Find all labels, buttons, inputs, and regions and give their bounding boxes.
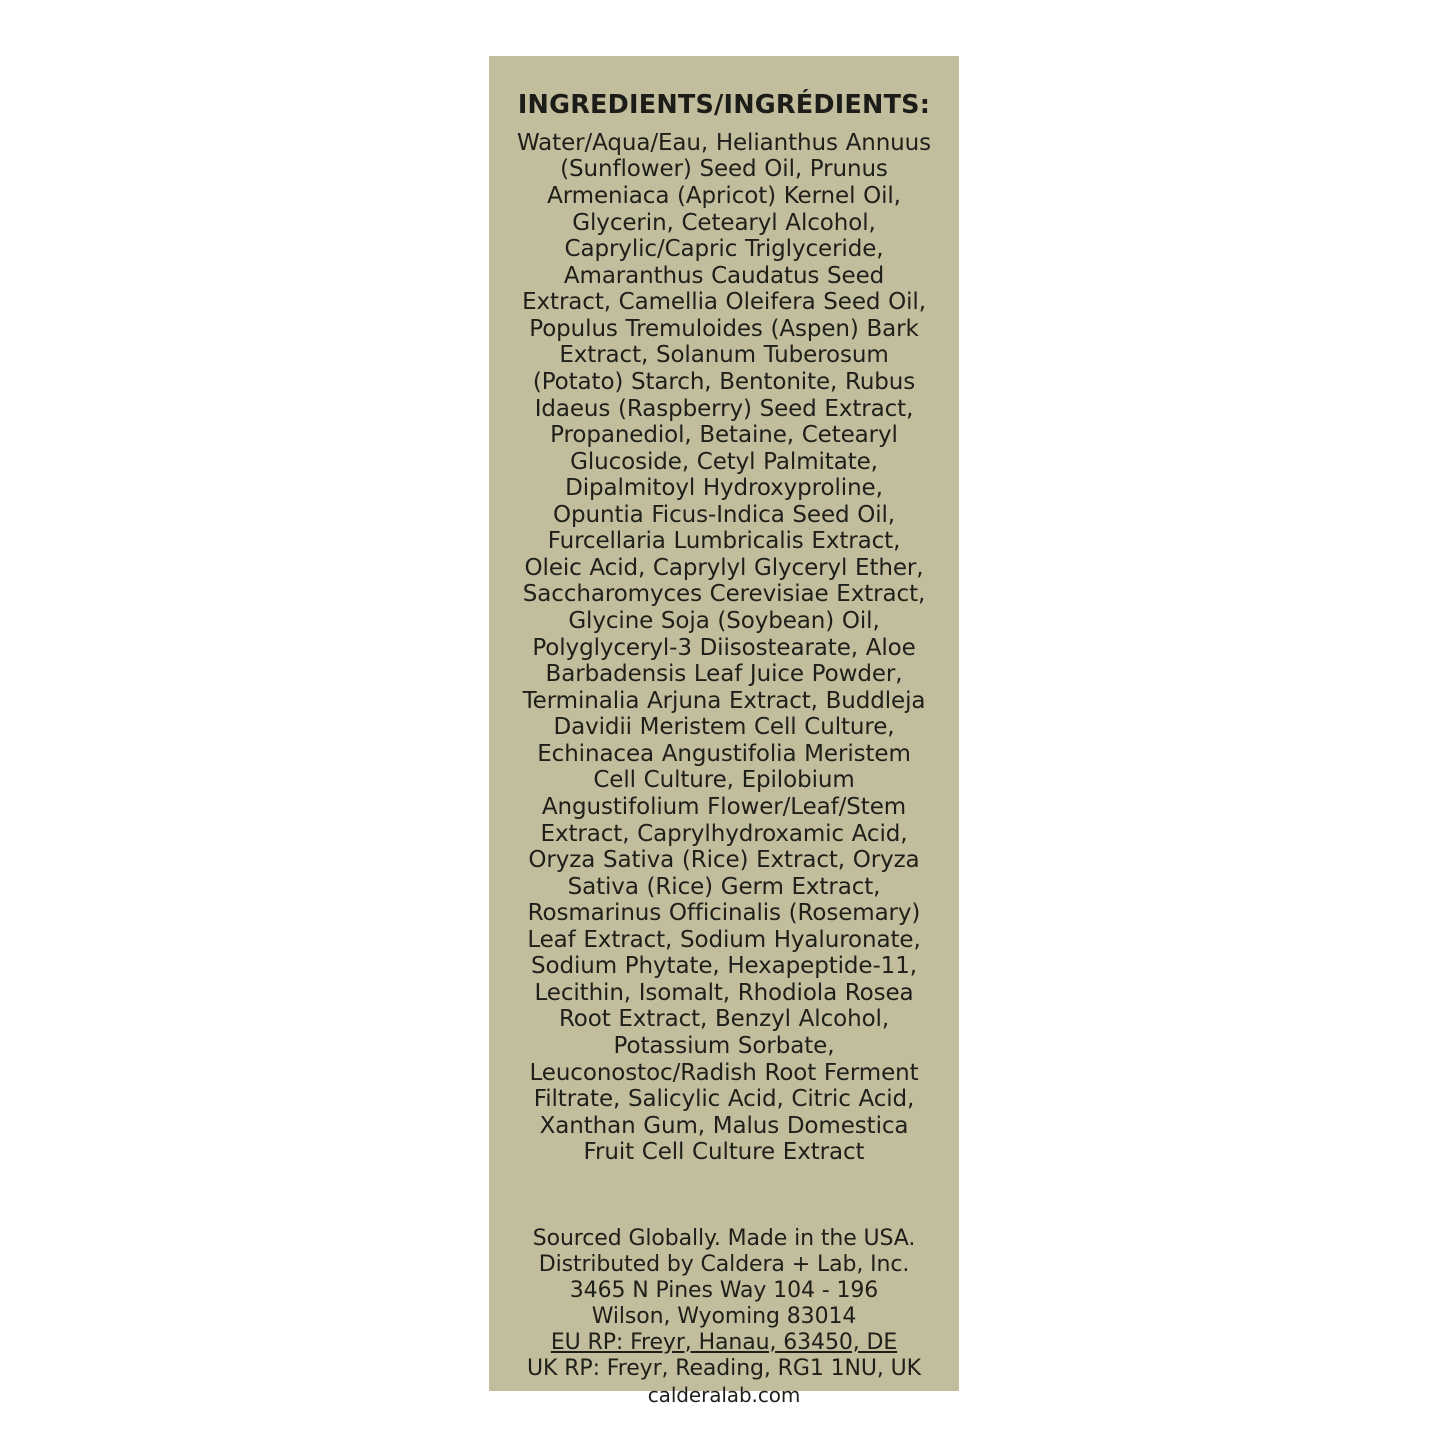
address-line-1: 3465 N Pines Way 104 - 196 <box>569 1277 879 1303</box>
address-line-2: Wilson, Wyoming 83014 <box>591 1303 857 1329</box>
website-line: calderalab.com <box>647 1382 801 1407</box>
ingredients-heading: INGREDIENTS/INGRÉDIENTS: <box>517 90 931 120</box>
distributor-line: Distributed by Caldera + Lab, Inc. <box>538 1251 910 1277</box>
manufacturer-info-block <box>527 1226 921 1407</box>
ingredients-list-text: Water/Aqua/Eau, Helianthus Annuus (Sunflower) Seed Oil, Prunus Armeniaca (Apricot) Kernel Oil, Glycerin, Cetearyl Alcohol, Caprylic/Capric Triglyceride, Amaranthus Caudatus Seed Extract, Camellia Oleifera Seed Oil, Populus Tremuloides (Aspen) Bark Extract, Solanum Tuberosum (Potato) Starch, Bentonite, Rubus Idaeus (Raspberry) Seed Extract, Propanediol, Betaine, Cetearyl Glucoside, Cetyl Palmitate, Dipalmitoyl Hydroxyproline, Opuntia Ficus-Indica Seed Oil, Furcellaria Lumbricalis Extract, Oleic Acid, Caprylyl Glyceryl Ether, Saccharomyces Cerevisiae Extract, Glycine Soja (Soybean) Oil, Polyglyceryl-3 Diisostearate, Aloe Barbadensis Leaf Juice Powder, Terminalia Arjuna Extract, Buddleja Davidii Meristem Cell Culture, Echinacea Angustifolia Meristem Cell Culture, Epilobium Angustifolium Flower/Leaf/Stem Extract, Caprylhydroxamic Acid, Oryza Sativa (Rice) Extract, Oryza Sativa (Rice) Germ Extract, Rosmarinus Officinalis (Rosemary) Leaf Extract, Sodium Hyaluronate, Sodium Phytate, Hexapeptide-11, Lecithin, Isomalt, Rhodiola Rosea Root Extract, Benzyl Alcohol, Potassium Sorbate, Leuconostoc/Radish Root Ferment Filtrate, Salicylic Acid, Citric Acid, Xanthan Gum, Malus Domestica Fruit Cell Culture Extract <box>517 129 932 1166</box>
ingredients-label-panel <box>489 56 959 1407</box>
eu-responsible-person-line: EU RP: Freyr, Hanau, 63450, DE <box>550 1329 898 1355</box>
uk-responsible-person-line: UK RP: Freyr, Reading, RG1 1NU, UK <box>527 1355 921 1381</box>
sourced-made-line: Sourced Globally. Made in the USA. <box>532 1225 916 1251</box>
